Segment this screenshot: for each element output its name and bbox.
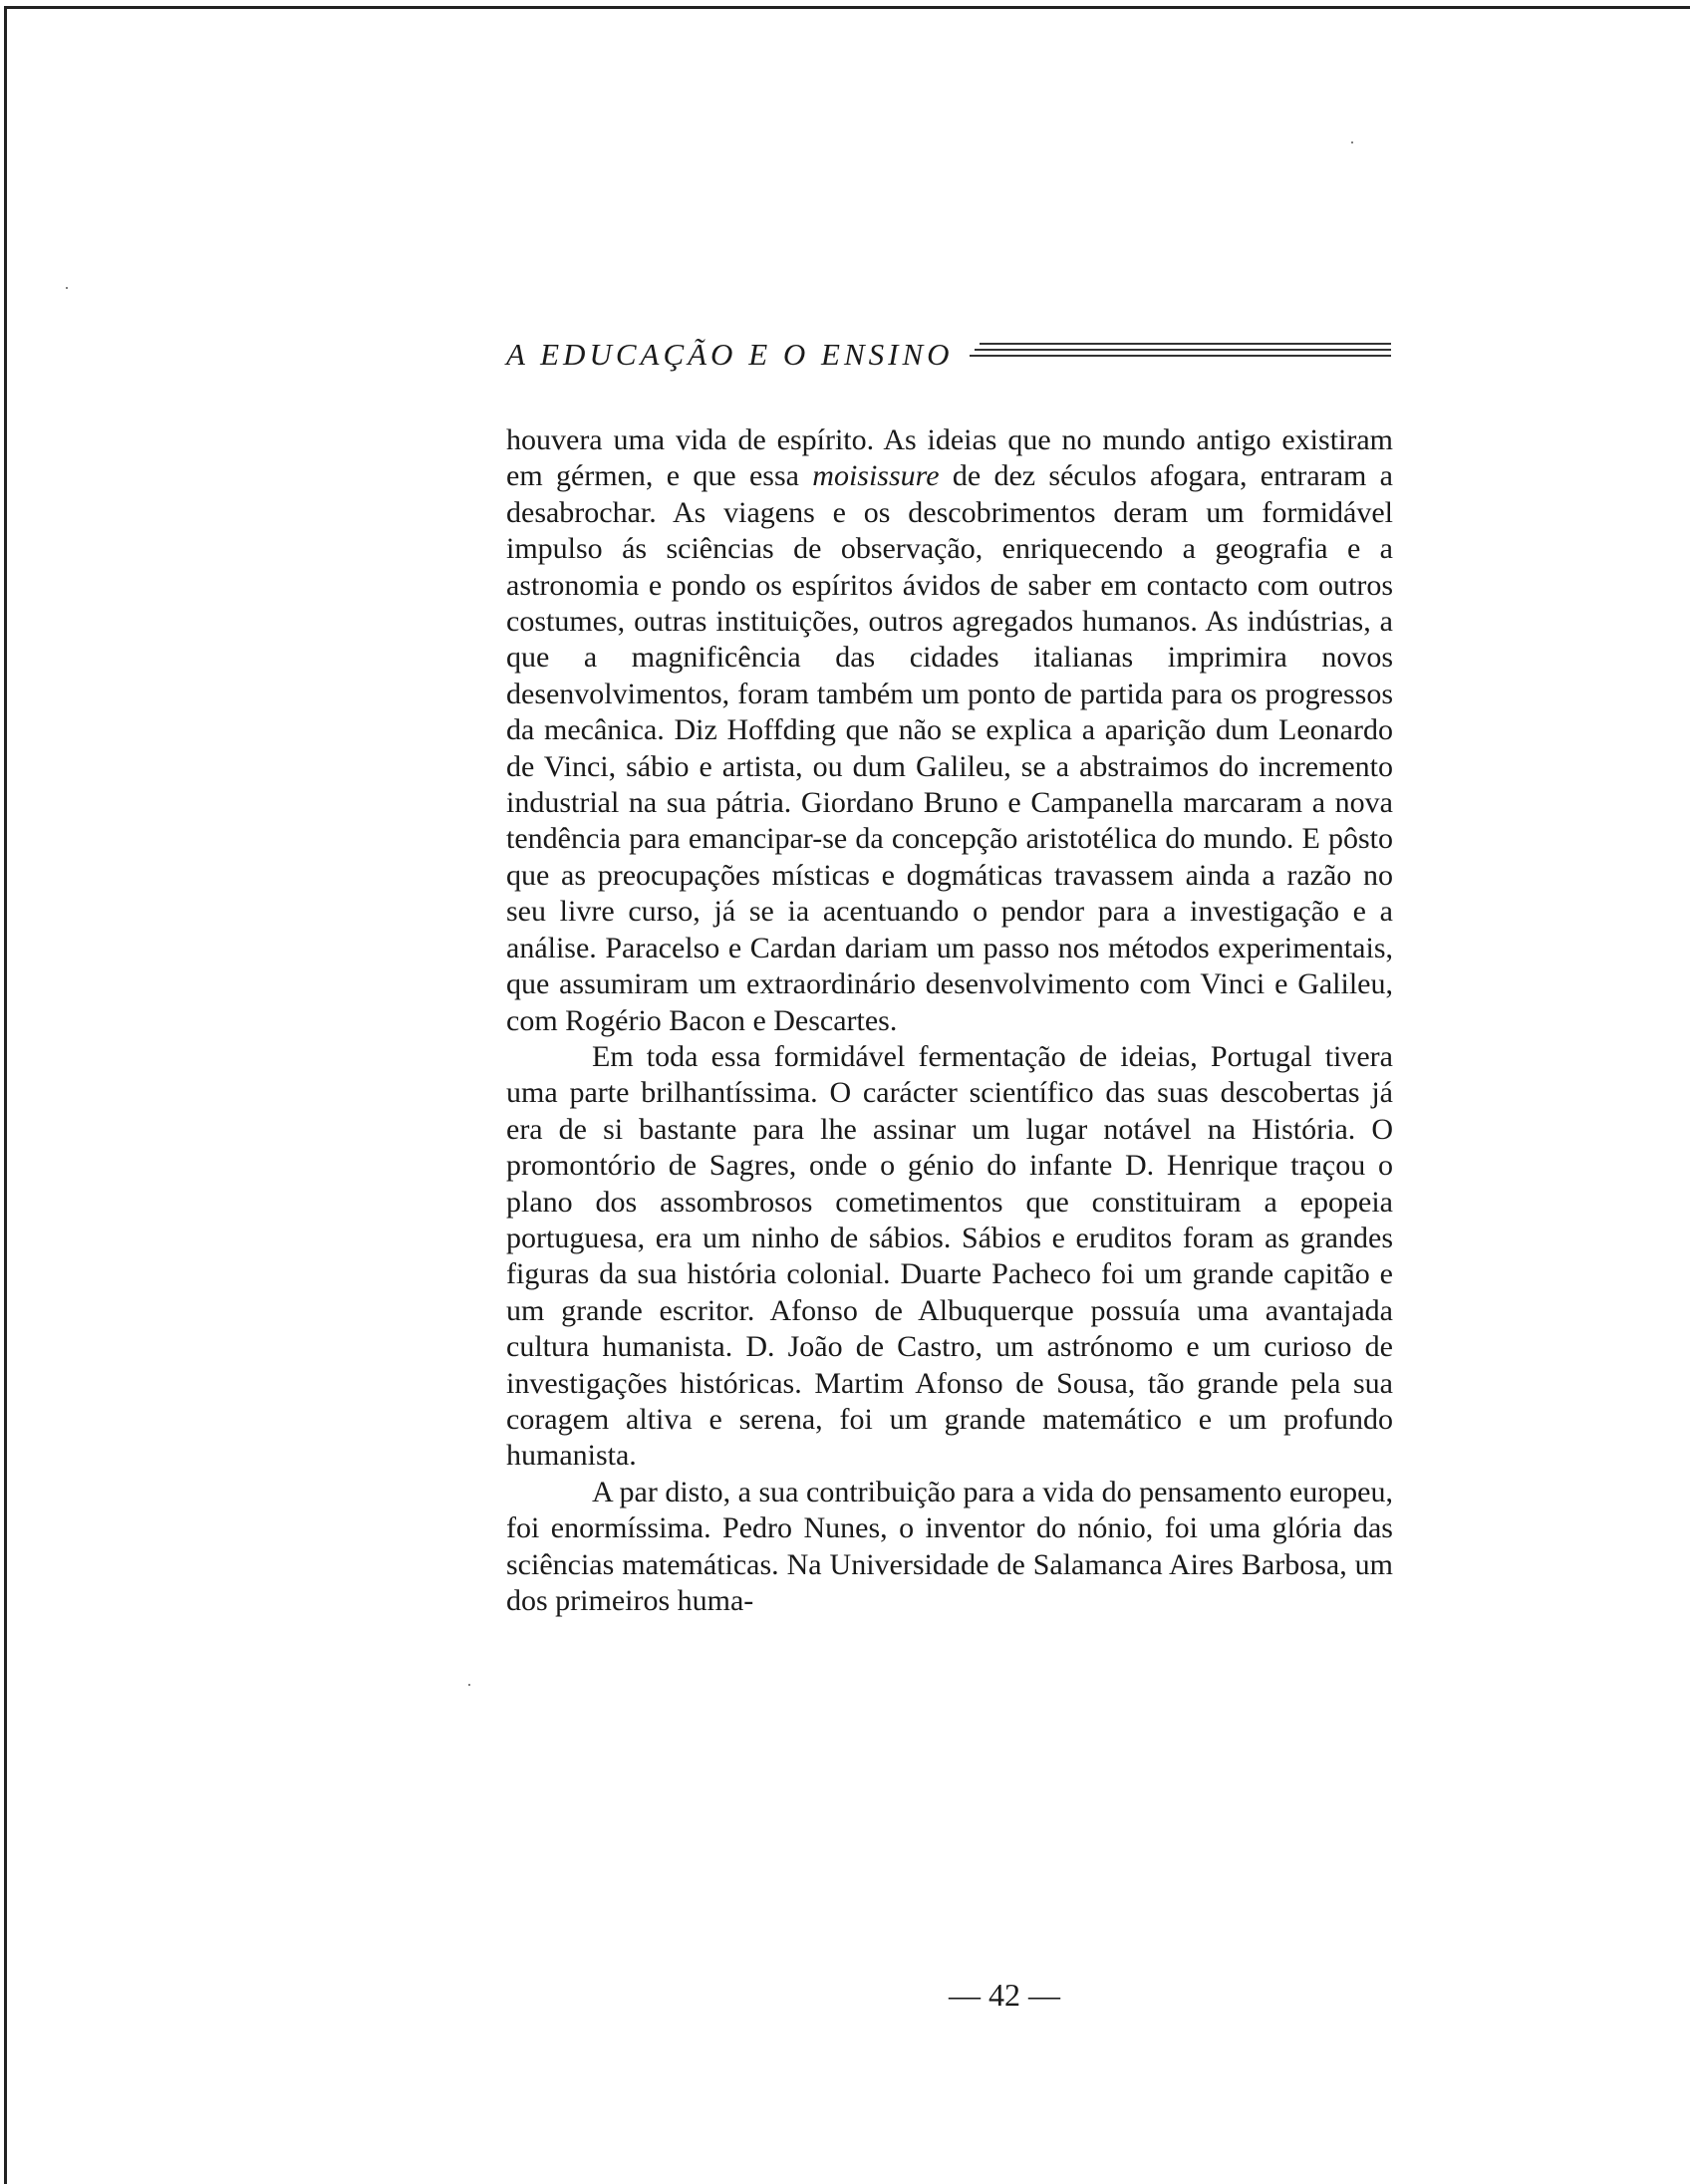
scan-speck xyxy=(66,287,68,289)
header-rule-line xyxy=(980,343,1391,345)
scan-frame-left-edge xyxy=(4,6,7,2184)
paragraph-1-start: houvera uma vida de espírito. As ideias que no mundo antigo existiram em gérmen, e que essa xyxy=(506,423,1393,493)
running-header-title: A EDUCAÇÃO E O ENSINO xyxy=(506,337,954,372)
page-number-text: — 42 — xyxy=(949,1977,1060,2013)
header-rule-line xyxy=(975,349,1391,351)
paragraph-2: Em toda essa formidável fermentação de ideias, Portugal tivera uma parte brilhantíssima. O carácter scientífico das suas descobertas já era de si bastante para lhe assinar um lugar notável na História. O promontório de Sagres, onde o génio do infante D. Henrique traçou o plano dos assombrosos cometimentos que constituiram a epopeia portuguesa, era um ninho de sábios. Sábios e eruditos foram as grandes figuras da sua história colonial. Duarte Pacheco foi um grande capitão e um grande escritor. Afonso de Albuquerque possuía uma avantajada cultura humanista. D. João de Castro, um astrónomo e um curioso de investigações históricas. Martim Afonso de Sousa, tão grande pela sua coragem altiva e serena, foi um grande matemático e um profundo humanista. xyxy=(506,1039,1393,1473)
header-rule-line xyxy=(970,355,1391,357)
scan-speck xyxy=(468,1684,470,1686)
page-body-text xyxy=(506,422,1393,1619)
paragraph-3: A par disto, a sua contribuição para a vida do pensamento europeu, foi enormíssima. Pedro Nunes, o inventor do nónio, foi uma glória das sciências matemáticas. Na Universidade de Salamanca Aires Barbosa, um dos primeiros huma- xyxy=(506,1475,1393,1617)
paragraph-1-rest: de dez séculos afogara, entraram a desabrochar. As viagens e os descobrimentos deram um formidável impulso ás sciências de observação, enriquecendo a geografia e a astronomia e pondo os espíritos ávidos de saber em contacto com outros costumes, outras instituições, outros agregados humanos. As indústrias, a que a magnificência das cidades italianas imprimira novos desenvolvimentos, foram também um ponto de partida para os progressos da mecânica. Diz Hoffding que não se explica a aparição dum Leonardo de Vinci, sábio e artista, ou dum Galileu, se a abstraimos do incremento industrial na sua pátria. Giordano Bruno e Campanella marcaram a nova tendência para emancipar-se da concepção aristotélica do mundo. E pôsto que as preocupações místicas e dogmáticas travassem ainda a razão no seu livre curso, já se ia acentuando o pendor para a investigação e a análise. Paracelso e Cardan dariam um passo nos métodos experimentais, que assumiram um extraordinário desenvolvimento com Vinci e Galileu, com Rogério Bacon e Descartes. xyxy=(506,459,1393,1037)
page-number xyxy=(0,1975,1690,2015)
scan-frame-top-edge xyxy=(4,6,1690,9)
running-header xyxy=(506,333,1403,383)
scan-speck xyxy=(1351,141,1353,143)
italic-term-moisissure: moisissure xyxy=(812,459,940,493)
paragraph-1 xyxy=(506,422,1393,1039)
